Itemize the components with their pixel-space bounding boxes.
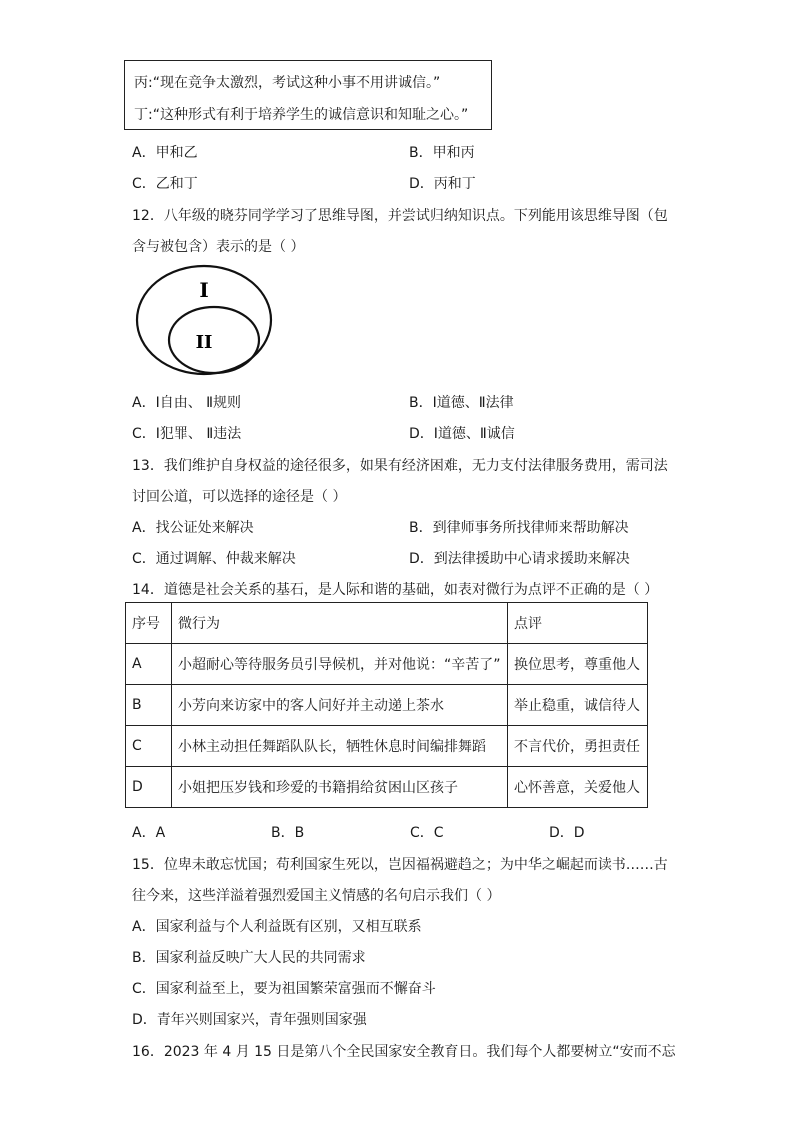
q15-option-b: B．国家利益反映广大人民的共同需求 [132, 950, 366, 966]
q11-option-c: C．乙和丁 [132, 176, 198, 192]
q13-option-c: C．通过调解、仲裁来解决 [132, 551, 296, 567]
row-comment: 换位思考，尊重他人 [508, 644, 648, 685]
mind-map-diagram [134, 262, 276, 378]
q13-stem-line1: 13．我们维护自身权益的途径很多，如果有经济困难，无力支付法律服务费用，需司法 [132, 458, 668, 474]
q14-option-b: B．B [271, 825, 305, 841]
quote-line-ding: 丁:“这种形式有利于培养学生的诚信意识和知耻之心。” [134, 107, 469, 123]
inner-ellipse [169, 307, 259, 373]
q11-option-d: D．丙和丁 [409, 176, 476, 192]
q11-option-a: A．甲和乙 [132, 145, 198, 161]
q12-stem-line1: 12．八年级的晓芬同学学习了思维导图，并尝试归纳知识点。下列能用该思维导图（包 [132, 208, 668, 224]
q11-option-b: B．甲和丙 [409, 145, 475, 161]
q15-option-d: D．青年兴则国家兴，青年强则国家强 [132, 1012, 367, 1028]
row-index: A [126, 644, 172, 685]
q15-option-a: A．国家利益与个人利益既有区别，又相互联系 [132, 919, 422, 935]
q14-stem: 14．道德是社会关系的基石，是人际和谐的基础，如表对微行为点评不正确的是（ ） [132, 582, 659, 598]
q14-option-a: A．A [132, 825, 166, 841]
q12-option-a: A．Ⅰ自由、 Ⅱ规则 [132, 395, 242, 411]
table-row [126, 644, 648, 685]
header-index: 序号 [126, 603, 172, 644]
outer-label: I [199, 278, 209, 302]
row-index: D [126, 767, 172, 808]
micro-behavior-table [125, 602, 648, 808]
row-index: B [126, 685, 172, 726]
header-behavior: 微行为 [172, 603, 508, 644]
row-behavior: 小超耐心等待服务员引导候机，并对他说：“辛苦了” [172, 644, 508, 685]
table-header-row [126, 603, 648, 644]
q15-stem-line2: 往今来，这些洋溢着强烈爱国主义情感的名句启示我们（ ） [132, 888, 501, 904]
row-behavior: 小林主动担任舞蹈队队长，牺牲休息时间编排舞蹈 [172, 726, 508, 767]
table-row [126, 767, 648, 808]
q15-option-c: C．国家利益至上，要为祖国繁荣富强而不懈奋斗 [132, 981, 436, 997]
q12-option-c: C．Ⅰ犯罪、 Ⅱ违法 [132, 426, 242, 442]
q12-option-d: D．Ⅰ道德、Ⅱ诚信 [409, 426, 515, 442]
q14-option-d: D．D [549, 825, 585, 841]
table-row [126, 726, 648, 767]
header-comment: 点评 [508, 603, 648, 644]
q13-option-d: D．到法律援助中心请求援助来解决 [409, 551, 630, 567]
row-comment: 心怀善意，关爱他人 [508, 767, 648, 808]
row-comment: 举止稳重，诚信待人 [508, 685, 648, 726]
q13-stem-line2: 讨回公道，可以选择的途径是（ ） [132, 489, 347, 505]
row-index: C [126, 726, 172, 767]
q13-option-b: B．到律师事务所找律师来帮助解决 [409, 520, 629, 536]
row-comment: 不言代价，勇担责任 [508, 726, 648, 767]
inner-label: II [195, 332, 213, 353]
table-row [126, 685, 648, 726]
q13-option-a: A．找公证处来解决 [132, 520, 254, 536]
q15-stem-line1: 15．位卑未敢忘忧国；苟利国家生死以，岂因福祸避趋之；为中华之崛起而读书……古 [132, 857, 668, 873]
row-behavior: 小姐把压岁钱和珍爱的书籍捐给贫困山区孩子 [172, 767, 508, 808]
q14-option-c: C．C [410, 825, 444, 841]
q12-option-b: B．Ⅰ道德、Ⅱ法律 [409, 395, 514, 411]
row-behavior: 小芳向来访家中的客人问好并主动递上茶水 [172, 685, 508, 726]
q12-stem-line2: 含与被包含）表示的是（ ） [132, 239, 305, 255]
q16-stem-line1: 16．2023 年 4 月 15 日是第八个全民国家安全教育日。我们每个人都要树立“安而不忘 [132, 1044, 676, 1060]
quote-line-bing: 丙:“现在竞争太激烈，考试这种小事不用讲诚信。” [134, 75, 441, 91]
